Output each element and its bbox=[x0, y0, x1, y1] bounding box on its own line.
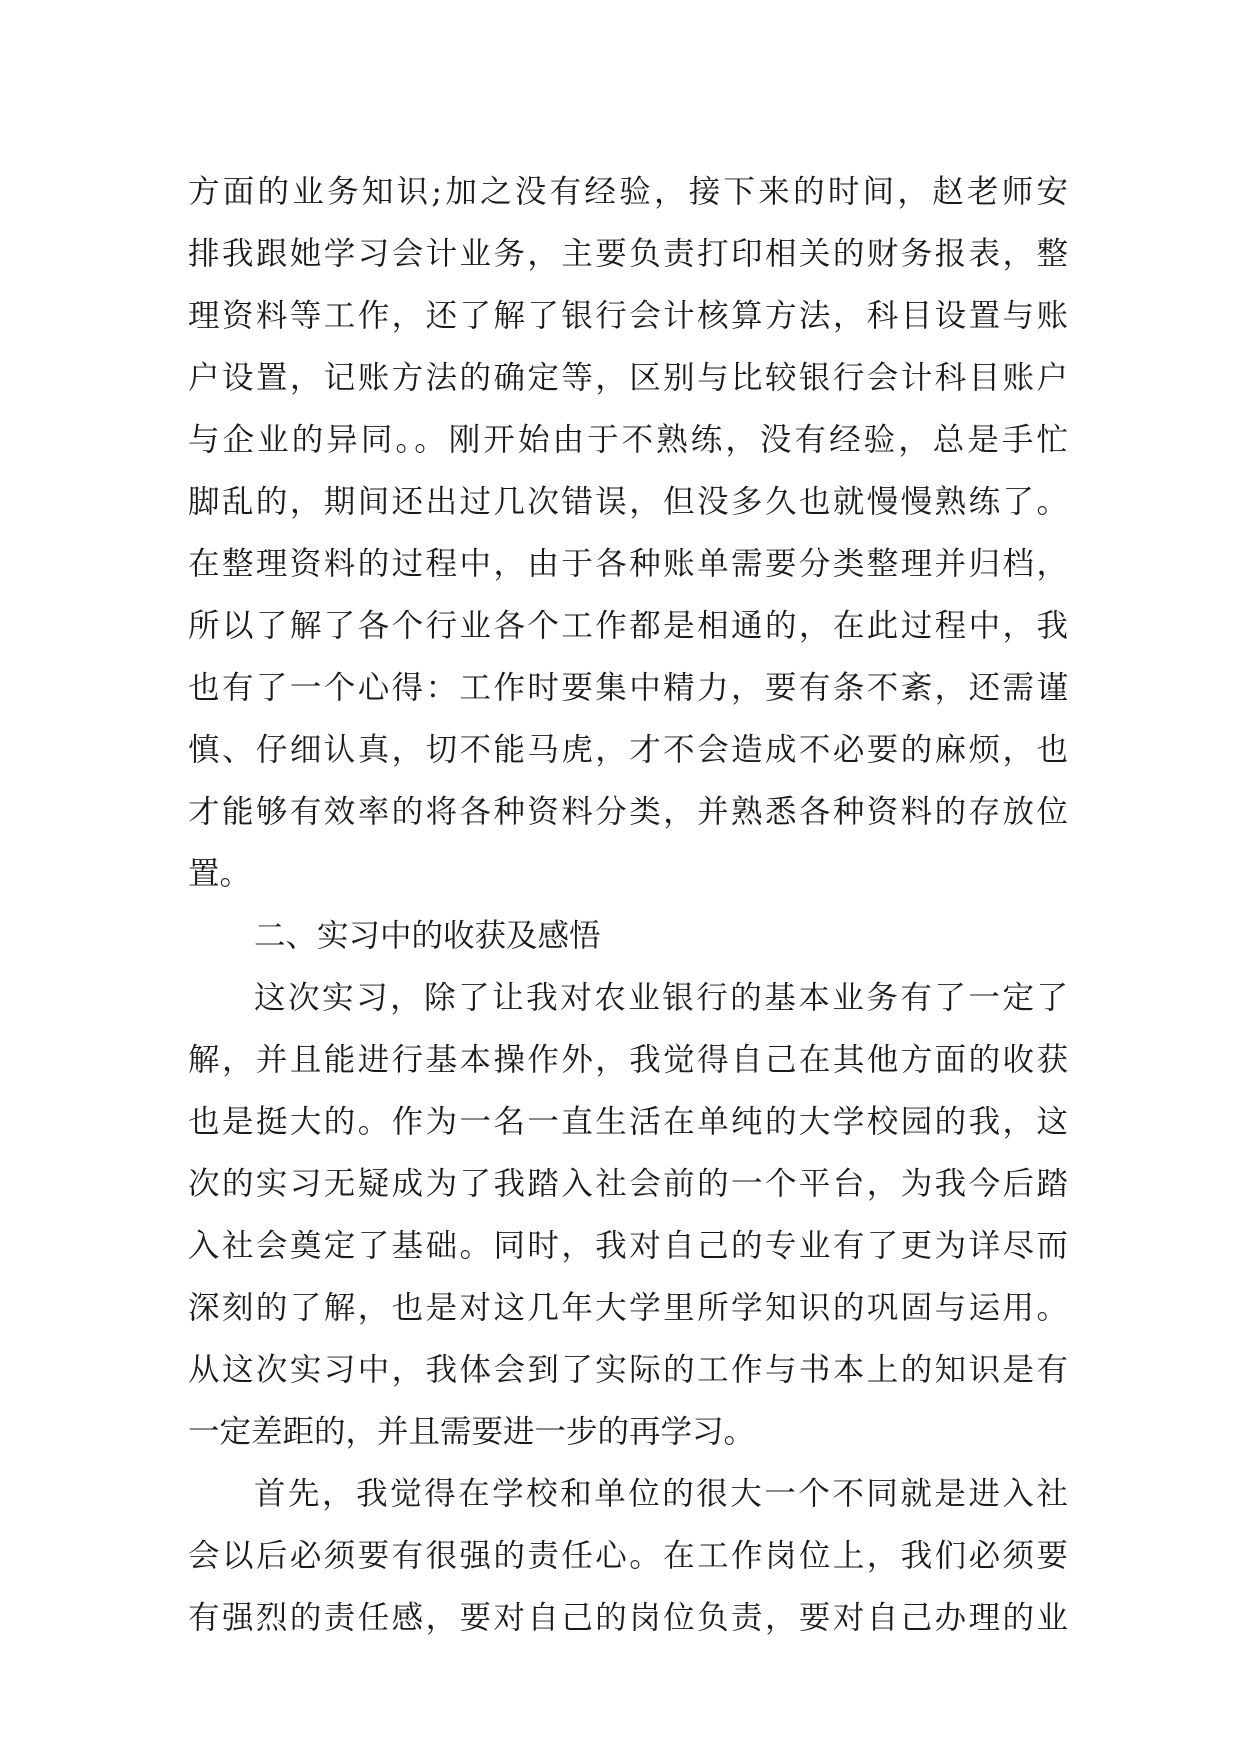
section-heading: 二、实习中的收获及感悟 bbox=[254, 918, 601, 954]
text-line: 一定差距的，并且需要进一步的再学习。 bbox=[188, 1414, 756, 1450]
text-line: 理资料等工作，还了解了银行会计核算方法，科目设置与账 bbox=[188, 298, 1068, 334]
text-line: 入社会奠定了基础。同时，我对自己的专业有了更为详尽而 bbox=[188, 1228, 1068, 1264]
text-line: 在整理资料的过程中，由于各种账单需要分类整理并归档， bbox=[188, 546, 1068, 582]
text-line: 会以后必须要有很强的责任心。在工作岗位上，我们必须要 bbox=[188, 1538, 1068, 1574]
text-line: 脚乱的，期间还出过几次错误，但没多久也就慢慢熟练了。 bbox=[188, 484, 1068, 520]
text-line: 户设置，记账方法的确定等，区别与比较银行会计科目账户 bbox=[188, 360, 1068, 396]
text-line: 解，并且能进行基本操作外，我觉得自己在其他方面的收获 bbox=[188, 1042, 1068, 1078]
text-line: 所以了解了各个行业各个工作都是相通的，在此过程中，我 bbox=[188, 608, 1068, 644]
document-body bbox=[188, 161, 1068, 1649]
text-line: 方面的业务知识;加之没有经验，接下来的时间，赵老师安 bbox=[188, 174, 1068, 210]
text-line: 有强烈的责任感，要对自己的岗位负责，要对自己办理的业 bbox=[188, 1600, 1068, 1636]
text-line: 首先，我觉得在学校和单位的很大一个不同就是进入社 bbox=[254, 1476, 1068, 1512]
text-line: 也有了一个心得：工作时要集中精力，要有条不紊，还需谨 bbox=[188, 670, 1068, 706]
text-line: 排我跟她学习会计业务，主要负责打印相关的财务报表，整 bbox=[188, 236, 1068, 272]
text-line: 从这次实习中，我体会到了实际的工作与书本上的知识是有 bbox=[188, 1352, 1068, 1388]
text-line: 次的实习无疑成为了我踏入社会前的一个平台，为我今后踏 bbox=[188, 1166, 1068, 1202]
text-line: 置。 bbox=[188, 856, 252, 892]
text-line: 这次实习，除了让我对农业银行的基本业务有了一定了 bbox=[254, 980, 1068, 1016]
text-line: 也是挺大的。作为一名一直生活在单纯的大学校园的我，这 bbox=[188, 1104, 1068, 1140]
text-line: 深刻的了解，也是对这几年大学里所学知识的巩固与运用。 bbox=[188, 1290, 1068, 1326]
text-line: 才能够有效率的将各种资料分类，并熟悉各种资料的存放位 bbox=[188, 794, 1068, 830]
text-line: 与企业的异同。。刚开始由于不熟练，没有经验，总是手忙 bbox=[188, 422, 1068, 458]
text-line: 慎、仔细认真，切不能马虎，才不会造成不必要的麻烦，也 bbox=[188, 732, 1068, 768]
